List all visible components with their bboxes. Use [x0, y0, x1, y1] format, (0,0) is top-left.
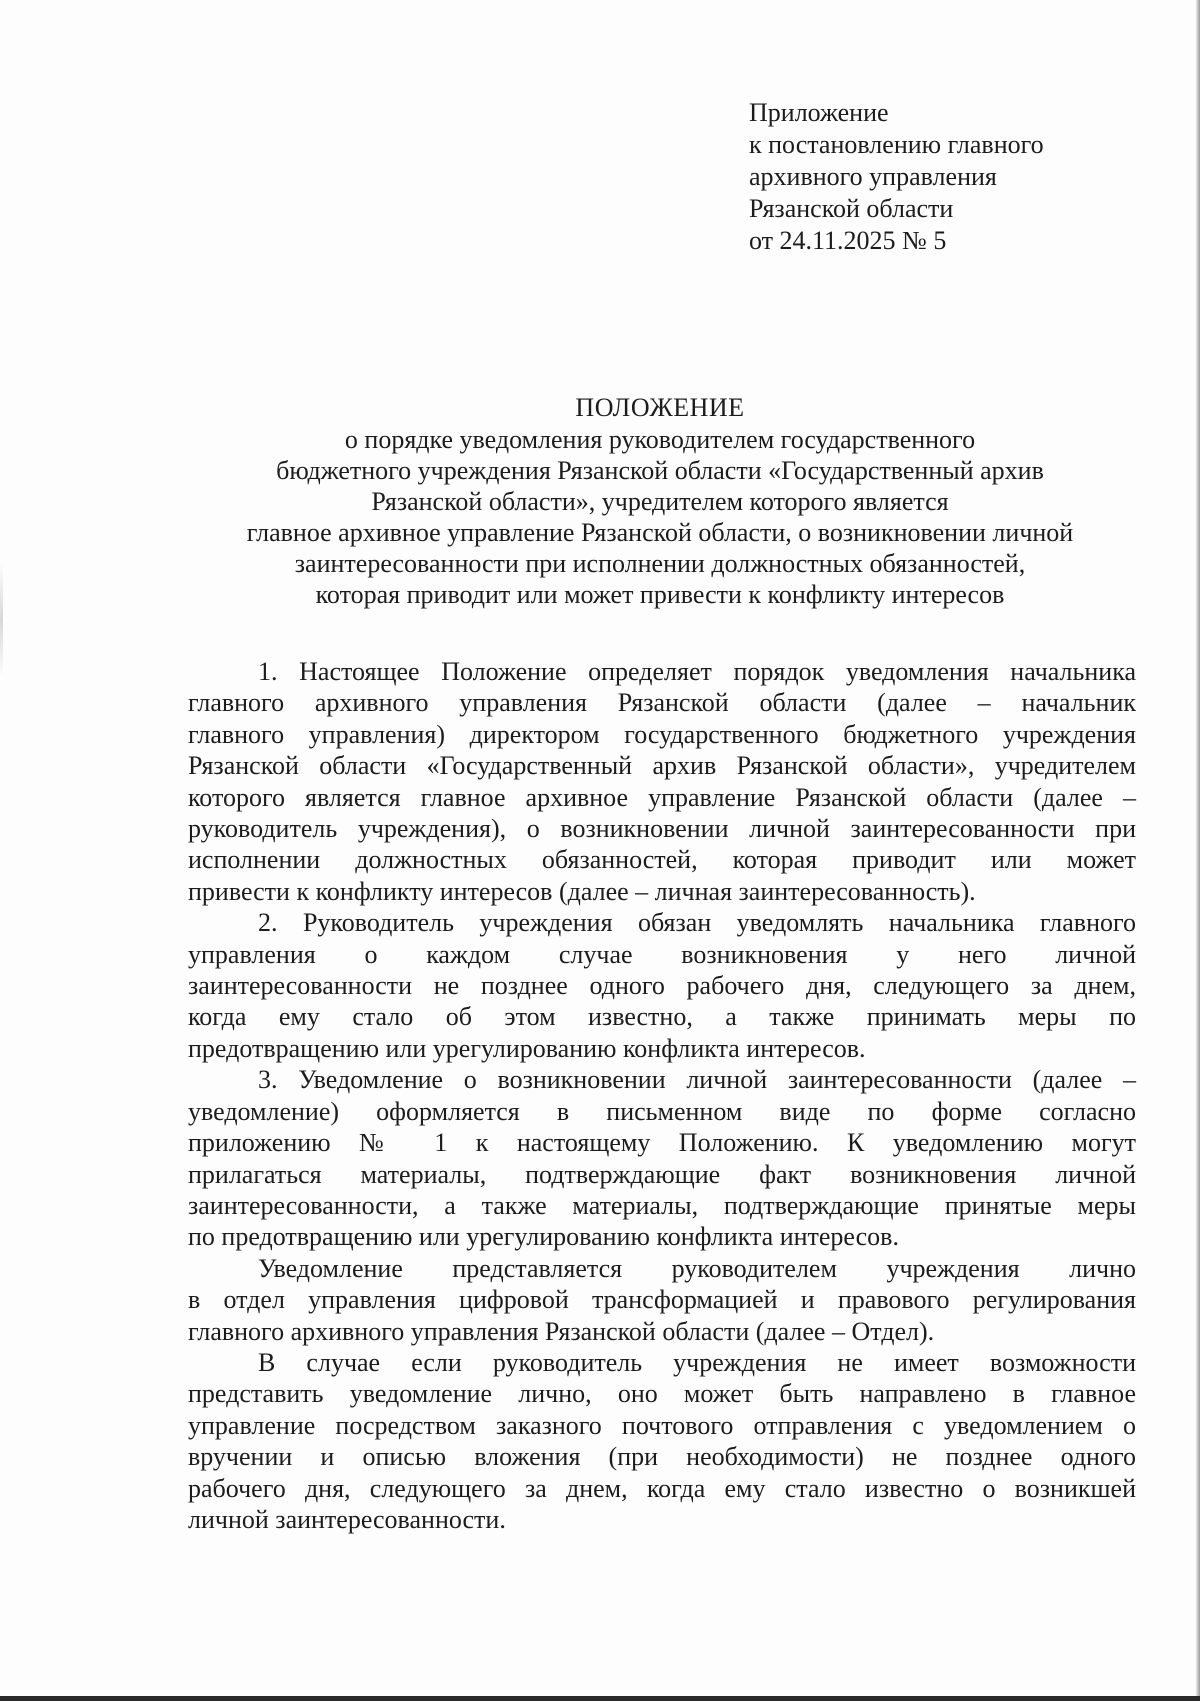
text-line: которого является главное архивное управление Рязанской области (далее –	[188, 782, 1136, 812]
text-line: привести к конфликту интересов (далее – личная заинтересованность).	[188, 876, 976, 906]
text-line: уведомление) оформляется в письменном виде по форме согласно	[188, 1096, 1136, 1126]
scan-edge-mark	[0, 560, 3, 680]
document-body	[188, 656, 1136, 1535]
text-line: предотвращению или урегулированию конфликта интересов.	[188, 1033, 866, 1063]
text-line: по предотвращению или урегулированию конфликта интересов.	[188, 1222, 899, 1252]
text-line: главного архивного управления Рязанской области (далее – начальник	[188, 688, 1136, 718]
appendix-line: от 24.11.2025 № 5	[749, 226, 947, 255]
title-line: Рязанской области», учредителем которого является	[371, 487, 949, 516]
text-line: главного архивного управления Рязанской области (далее – Отдел).	[188, 1316, 935, 1346]
title-line: заинтересованности при исполнении должностных обязанностей,	[294, 549, 1026, 578]
text-line: 3. Уведомление о возникновении личной заинтересованности (далее –	[258, 1065, 1136, 1095]
appendix-line: Приложение	[749, 98, 889, 127]
title-line: главное архивное управление Рязанской области, о возникновении личной	[246, 518, 1074, 547]
text-line: исполнении должностных обязанностей, которая приводит или может	[188, 845, 1136, 875]
text-line: рабочего дня, следующего за днем, когда ему стало известно о возникшей	[188, 1473, 1136, 1503]
document-title	[140, 392, 1180, 610]
paragraph-5	[188, 1347, 1136, 1535]
appendix-line: архивного управления	[749, 162, 997, 191]
paragraph-4	[188, 1253, 1136, 1347]
scan-bottom-edge	[0, 1696, 1200, 1701]
text-line: личной заинтересованности.	[188, 1504, 506, 1534]
text-line: управления о каждом случае возникновения у него личной	[188, 939, 1136, 969]
appendix-reference	[749, 97, 1169, 257]
appendix-line: к постановлению главного	[749, 130, 1044, 159]
text-line: в отдел управления цифровой трансформацией и правового регулирования	[188, 1285, 1136, 1315]
text-line: 1. Настоящее Положение определяет порядок уведомления начальника	[258, 657, 1136, 686]
text-line: приложению № 1 к настоящему Положению. К уведомлению могут	[188, 1128, 1136, 1158]
appendix-line: Рязанской области	[749, 194, 954, 223]
paragraph-1	[188, 656, 1136, 907]
text-line: управление посредством заказного почтового отправления с уведомлением о	[188, 1410, 1136, 1440]
text-line: вручении и описью вложения (при необходимости) не позднее одного	[188, 1442, 1136, 1472]
text-line: руководитель учреждения), о возникновении личной заинтересованности при	[188, 814, 1136, 844]
scan-right-edge	[1196, 0, 1200, 1701]
text-line: прилагаться материалы, подтверждающие факт возникновения личной	[188, 1159, 1136, 1189]
title-line: о порядке уведомления руководителем государственного	[344, 425, 976, 454]
title-heading: ПОЛОЖЕНИЕ	[575, 393, 745, 422]
text-line: представить уведомление лично, оно может быть направлено в главное	[188, 1379, 1136, 1409]
text-line: главного управления) директором государственного бюджетного учреждения	[188, 719, 1136, 749]
paragraph-2	[188, 907, 1136, 1064]
paragraph-3	[188, 1064, 1136, 1252]
title-line: бюджетного учреждения Рязанской области «Государственный архив	[276, 456, 1044, 485]
text-line: В случае если руководитель учреждения не имеет возможности	[258, 1347, 1136, 1377]
title-line: которая приводит или может привести к конфликту интересов	[315, 580, 1005, 609]
text-line: Рязанской области «Государственный архив Рязанской области», учредителем	[188, 751, 1136, 781]
text-line: 2. Руководитель учреждения обязан уведомлять начальника главного	[258, 908, 1136, 938]
text-line: когда ему стало об этом известно, а также принимать меры по	[188, 1002, 1136, 1032]
text-line: заинтересованности не позднее одного рабочего дня, следующего за днем,	[188, 971, 1136, 1001]
text-line: заинтересованности, а также материалы, подтверждающие принятые меры	[188, 1190, 1136, 1220]
text-line: Уведомление представляется руководителем учреждения лично	[258, 1253, 1136, 1283]
